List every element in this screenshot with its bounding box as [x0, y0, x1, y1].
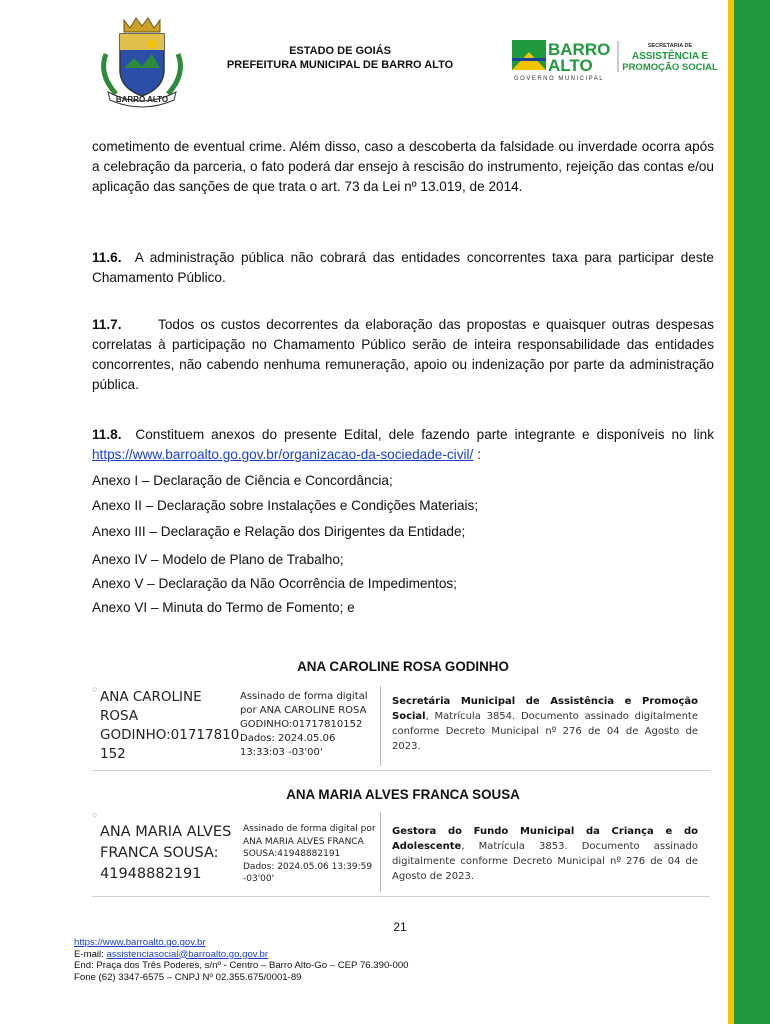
role-details: , Matrícula 3853. Documento assinado digitalmente conforme Decreto Municipal nº 276 de 04 de Agosto de 2023. [392, 841, 698, 882]
paragraph-11-7 [92, 315, 714, 395]
logo-secretaria-line2: PROMOÇÃO SOCIAL [622, 62, 718, 73]
annex-item: Anexo IV – Modelo de Plano de Trabalho; [92, 552, 344, 567]
paragraph-11-8 [92, 425, 714, 465]
logo-city-line1: BARRO [548, 40, 611, 59]
footer-email-link[interactable]: assistenciasocial@barroalto.go.gov.br [106, 948, 269, 960]
signer-role [392, 824, 698, 884]
footer [74, 937, 409, 983]
logo-subtitle: GOVERNO MUNICIPAL [514, 76, 605, 82]
section-text: Todos os custos decorrentes da elaboração das propostas e quaisquer outras despesas correlatas à participação no Chamamento Público serão de inteira responsabilidade das entidades concorrentes, não cabendo nenhuma remuneração, apoio ou indenização por parte da administração pública. [92, 317, 714, 392]
signer-name-line: ANA MARIA ALVES [100, 824, 232, 840]
annexes-link[interactable]: https://www.barroalto.go.gov.br/organizacao-da-sociedade-civil/ [92, 447, 474, 462]
digital-signature-details [240, 690, 368, 760]
signature-title: ANA CAROLINE ROSA GODINHO [297, 659, 509, 674]
details-line: Dados: 2024.05.06 13:39:59 [243, 861, 373, 872]
signature-marker: ○ [92, 684, 98, 694]
role-details: , Matrícula 3854. Documento assinado digitalmente conforme Decreto Municipal nº 276 de 04 de Agosto de 2023. [392, 711, 698, 752]
details-line: -03'00' [243, 874, 275, 884]
details-line: por ANA CAROLINE ROSA [240, 705, 367, 716]
section-text: A administração pública não cobrará das entidades concorrentes taxa para participar deste Chamamento Público. [92, 250, 714, 285]
divider [380, 686, 381, 766]
digital-signature-box [92, 810, 710, 897]
section-number: 11.7. [92, 317, 122, 332]
logo-city-line2: ALTO [548, 56, 593, 75]
signer-name-line: ANA CAROLINE [100, 689, 202, 705]
signer-name [100, 688, 239, 764]
role-title: Secretária Municipal de Assistência e Promoção Social [392, 696, 698, 722]
signer-name [100, 822, 231, 885]
barro-alto-logo [512, 38, 722, 82]
signature-title: ANA MARIA ALVES FRANCA SOUSA [286, 787, 520, 802]
annex-item: Anexo I – Declaração de Ciência e Concordância; [92, 473, 393, 488]
details-line: SOUSA:41948882191 [243, 849, 341, 859]
details-line: ANA MARIA ALVES FRANCA [243, 836, 364, 847]
logo-secretaria-line1: ASSISTÊNCIA E [631, 51, 709, 62]
section-end: : [477, 447, 481, 462]
divider [380, 812, 381, 892]
details-line: Assinado de forma digital [240, 691, 368, 702]
logo-secretaria-small: SECRETARIA DE [647, 43, 693, 49]
annex-item: Anexo III – Declaração e Relação dos Dirigentes da Entidade; [92, 524, 466, 539]
details-line: Dados: 2024.05.06 [240, 733, 336, 744]
paragraph-continuation: cometimento de eventual crime. Além disso, caso a descoberta da falsidade ou inverdade ocorra após a celebração da parceria, o fato poderá dar ensejo à rescisão do instrumento, rejeição das contas e/ou aplicação das sanções de que trata o art. 73 da Lei nº 13.019, de 2014. [92, 139, 714, 194]
annex-item: Anexo II – Declaração sobre Instalações e Condições Materiais; [92, 498, 479, 513]
annex-item: Anexo V – Declaração da Não Ocorrência de Impedimentos; [92, 576, 457, 591]
footer-email-label: E-mail: [74, 948, 107, 960]
signer-name-line: 41948882191 [100, 866, 202, 882]
signer-name-line: ROSA [100, 708, 139, 724]
signer-name-line: FRANCA SOUSA: [100, 845, 219, 861]
paragraph-11-6 [92, 248, 714, 288]
role-title: Gestora do Fundo Municipal da Criança e do Adolescente [392, 826, 698, 852]
header-title [190, 44, 490, 72]
section-number: 11.8. [92, 427, 122, 442]
signer-name-line: GODINHO:01717810 [100, 727, 240, 743]
footer-address: End: Praça dos Três Poderes, s/nº - Centro – Barro Alto-Go – CEP 76.390-000 [74, 960, 409, 971]
digital-signature-details [243, 823, 376, 886]
section-text: Constituem anexos do presente Edital, dele fazendo parte integrante e disponíveis no link [135, 427, 714, 442]
signer-role [392, 694, 698, 754]
section-number: 11.6. [92, 250, 122, 265]
annex-item: Anexo VI – Minuta do Termo de Fomento; e [92, 600, 355, 615]
details-line: 13:33:03 -03'00' [240, 747, 323, 758]
digital-signature-box [92, 684, 710, 771]
municipal-crest-icon [94, 14, 190, 110]
details-line: GODINHO:01717810152 [240, 719, 363, 730]
details-line: Assinado de forma digital por [243, 824, 376, 834]
crest-ribbon-text: BARRO ALTO [115, 95, 169, 104]
footer-site-link[interactable]: https://www.barroalto.go.gov.br [74, 937, 206, 948]
signature-marker: ○ [92, 810, 98, 820]
footer-phone: Fone (62) 3347-6575 – CNPJ Nº 02.355.675/0001-89 [74, 971, 302, 983]
side-stripe-green [734, 0, 770, 1024]
header-prefeitura: PREFEITURA MUNICIPAL DE BARRO ALTO [226, 59, 454, 71]
page-number: 21 [393, 920, 407, 934]
signer-name-line: 152 [100, 746, 126, 762]
header-state: ESTADO DE GOIÁS [289, 45, 391, 57]
